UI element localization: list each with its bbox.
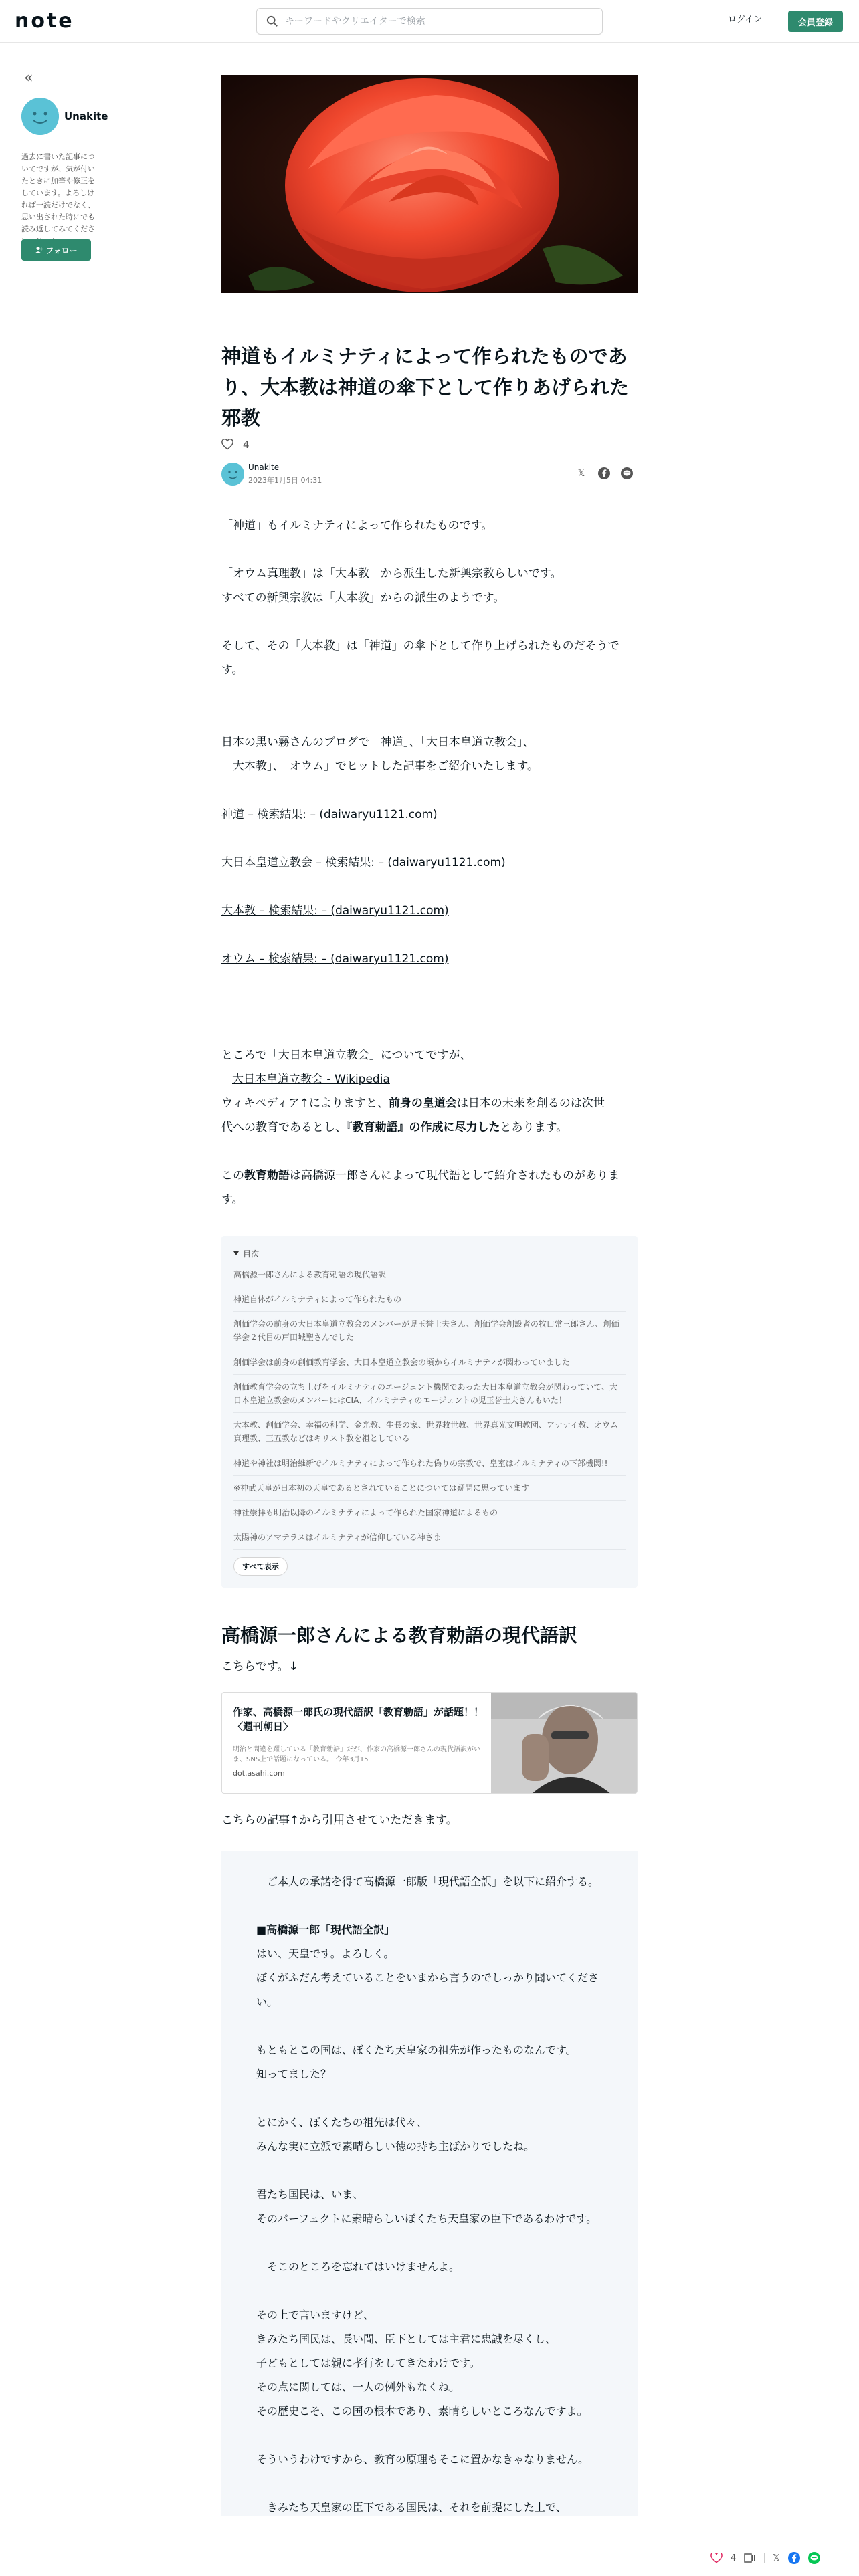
toc-show-all-button[interactable]: すべて表示 [233, 1557, 288, 1576]
article-body [221, 514, 638, 1212]
card-thumbnail [491, 1693, 637, 1794]
caret-down-icon [233, 1251, 239, 1256]
quote-line: ■高橋源一郎「現代語全訳」 [256, 1923, 395, 1936]
site-header [0, 0, 859, 43]
quote-line: 知ってました？ [256, 2068, 332, 2080]
share-buttons [575, 467, 634, 480]
quote-line: その上で言いますけど、 [256, 2309, 375, 2321]
paragraph: ところで「大日本皇道立教会」についてですが、 [221, 1049, 472, 1062]
quote-line: その点に関しては、一人の例外もなくね。 [256, 2381, 460, 2393]
search-icon [266, 15, 278, 27]
toc-item[interactable]: 高橋源一郎さんによる教育勅語の現代語訳 [233, 1263, 626, 1287]
paragraph: すべての新興宗教は「大本教」からの派生のようです。 [221, 591, 505, 605]
magazine-add-icon[interactable] [744, 2553, 756, 2563]
creator-avatar[interactable] [21, 98, 59, 135]
quote-line: そのパーフェクトに素晴らしいぼくたち天皇家の臣下であるわけです。 [256, 2212, 597, 2225]
line-share-icon[interactable] [808, 2552, 820, 2564]
heart-icon[interactable] [710, 2553, 723, 2563]
link-kodo-search[interactable]: 大日本皇道立教会 – 検索結果: – (daiwaryu1121.com) [221, 856, 506, 869]
paragraph: ウィキペディア↑によりますと、前身の皇道会は日本の未来を創るのは次世 [221, 1097, 605, 1110]
quote-line: そこのところを忘れてはいけませんよ。 [256, 2260, 460, 2273]
smiley-avatar-icon [221, 463, 244, 486]
facebook-share-icon[interactable] [597, 467, 611, 480]
heart-icon[interactable] [221, 439, 233, 450]
paragraph: そして、その「大本教」は「神道」の傘下として作り上げられたものだそうです。 [221, 639, 619, 677]
paragraph: 代への教育であるとし、『教育勅語』の作成に尽力したとあります。 [221, 1121, 568, 1134]
like-count[interactable]: 4 [243, 439, 250, 451]
article-column [221, 75, 638, 2516]
quote-line: 子どもとしては親に孝行をしてきたわけです。 [256, 2357, 480, 2369]
x-share-icon[interactable]: 𝕏 [773, 2553, 780, 2563]
quote-line: とにかく、ぼくたちの祖先は代々、 [256, 2116, 427, 2129]
link-wikipedia[interactable]: 大日本皇道立教会 - Wikipedia [232, 1073, 390, 1086]
quote-line: ぼくがふだん考えていることをいまから言うのでしっかり聞いてください。 [256, 1971, 599, 2008]
toc-toggle[interactable] [233, 1244, 626, 1263]
publish-date: 2023年1月5日 04:31 [248, 476, 322, 485]
paragraph: 「神道」もイルミナティによって作られたものです。 [221, 519, 493, 532]
paragraph: 日本の黒い霧さんのブログで「神道」、「大日本皇道立教会」、 [221, 736, 535, 749]
quote-line: そういうわけですから、教育の原理もそこに置かなきゃなりません。 [256, 2453, 589, 2466]
quote-line: きみたち国民は、長い間、臣下としては主君に忠誠を尽くし、 [256, 2333, 557, 2345]
follow-label: フォロー [45, 245, 78, 255]
like-row [221, 439, 638, 451]
table-of-contents [221, 1236, 638, 1588]
hero-image-rose [221, 75, 638, 293]
quote-line: ご本人の承諾を得て高橋源一郎版「現代語全訳」を以下に紹介する。 [256, 1875, 599, 1888]
card-url: dot.asahi.com [233, 1769, 285, 1778]
follow-button[interactable] [21, 239, 91, 261]
author-name[interactable]: Unakite [248, 463, 280, 472]
toc-item[interactable]: 創価学会は前身の創価教育学会、大日本皇道立教会の頃からイルミナティが関わっていました [233, 1350, 626, 1375]
search-input[interactable] [285, 16, 579, 27]
link-oomoto-search[interactable]: 大本教 – 検索結果: – (daiwaryu1121.com) [221, 904, 449, 918]
smiley-avatar-icon [21, 98, 59, 135]
quote-line: はい、天皇です。よろしく。 [256, 1947, 395, 1960]
toc-item[interactable]: 太陽神のアマテラスはイルミナティが信仰している神さま [233, 1525, 626, 1550]
section-heading: 高橋源一郎さんによる教育勅語の現代語訳 [221, 1624, 578, 1646]
note-logo[interactable]: note [15, 9, 74, 33]
toc-item[interactable]: ※神武天皇が日本初の天皇であるとされていることについては疑問に思っています [233, 1476, 626, 1501]
creator-bio: 過去に書いた記事についてですが、気が付いたときに加筆や修正をしています。よろしければ一読だけでなく、思い出された時にでも読み返してみてくださ [21, 152, 95, 233]
signup-button[interactable]: 会員登録 [788, 11, 843, 32]
login-link[interactable]: ログイン [728, 15, 763, 25]
paragraph: こちらの記事↑から引用させていただきます。 [221, 1814, 458, 1827]
quote-line: その歴史こそ、この国の根本であり、素晴らしいところなんですよ。 [256, 2405, 588, 2418]
author-avatar[interactable] [221, 463, 244, 486]
quote-line: きみたち天皇家の臣下である国民は、それを前提にした上で、 [256, 2501, 567, 2514]
add-user-icon [35, 246, 43, 254]
x-share-icon[interactable]: 𝕏 [577, 468, 585, 479]
collapse-sidebar-button[interactable]: « [24, 70, 33, 86]
toc-item[interactable]: 神社崇拝も明治以降のイルミナティによって作られた国家神道によるもの [233, 1501, 626, 1525]
quote-line: 君たち国民は、いま、 [256, 2188, 364, 2201]
blockquote [221, 1851, 638, 2516]
link-embed-card[interactable] [221, 1692, 638, 1794]
toc-item[interactable]: 大本教、創価学会、幸福の科学、金光教、生長の家、世界救世教、世界真光文明教団、アナナイ教、オウム真理教、三五教などはキリスト教を祖としている [233, 1413, 626, 1451]
paragraph: こちらです。↓ [221, 1660, 298, 1673]
facebook-share-icon[interactable] [788, 2552, 800, 2564]
toc-item[interactable]: 神道自体がイルミナティによって作られたもの [233, 1287, 626, 1312]
quote-line: みんな実に立派で素晴らしい徳の持ち主ばかりでしたね。 [256, 2140, 535, 2153]
paragraph: 「大本教」、「オウム」でヒットした記事をご紹介いたします。 [221, 760, 539, 773]
toc-heading: 目次 [243, 1249, 260, 1259]
toc-item[interactable]: 神道や神社は明治維新でイルミナティによって作られた偽りの宗教で、皇室はイルミナティの下部機関!! [233, 1451, 626, 1476]
article-title: 神道もイルミナティによって作られたものであり、大本教は神道の傘下として作りあげられた邪教 [221, 345, 630, 429]
author-row [221, 463, 638, 492]
card-title: 作家、高橋源一郎氏の現代語訳「教育勅語」が話題！！〈週刊朝日〉 [233, 1706, 484, 1733]
floating-action-bar [710, 2552, 820, 2564]
link-aum-search[interactable]: オウム – 検索結果: – (daiwaryu1121.com) [221, 952, 449, 966]
search-box[interactable] [256, 8, 603, 35]
card-description: 明治と間違を躍している「教育勅語」だが、作家の高橋源一郎さんの現代語訳がいま、SNS上で話題になっている。 今年3月15 [233, 1746, 480, 1763]
paragraph: この教育勅語は高橋源一郎さんによって現代語として紹介されたものがあります。 [221, 1169, 619, 1206]
toc-item[interactable]: 創価学会の前身の大日本皇道立教会のメンバーが児玉誉士夫さん、創価学会創設者の牧口常三郎さん、創価学会２代目の戸田城聖さんでした [233, 1312, 626, 1350]
quote-line: もともとこの国は、ぼくたち天皇家の祖先が作ったものなんです。 [256, 2044, 577, 2056]
divider [764, 2553, 765, 2563]
creator-name[interactable]: Unakite [64, 110, 108, 122]
toc-item[interactable]: 創価教育学会の立ち上げをイルミナティのエージェント機関であった大日本皇道立教会が関わっていて、大日本皇道立教会のメンバーにはCIA、イルミナティのエージェントの児玉誉士夫さんもいた！ [233, 1375, 626, 1413]
paragraph: 「オウム真理教」は「大本教」から派生した新興宗教らしいです。 [221, 567, 562, 580]
float-like-count[interactable]: 4 [731, 2553, 737, 2563]
link-shinto-search[interactable]: 神道 – 検索結果: – (daiwaryu1121.com) [221, 808, 438, 821]
line-share-icon[interactable] [620, 467, 634, 480]
